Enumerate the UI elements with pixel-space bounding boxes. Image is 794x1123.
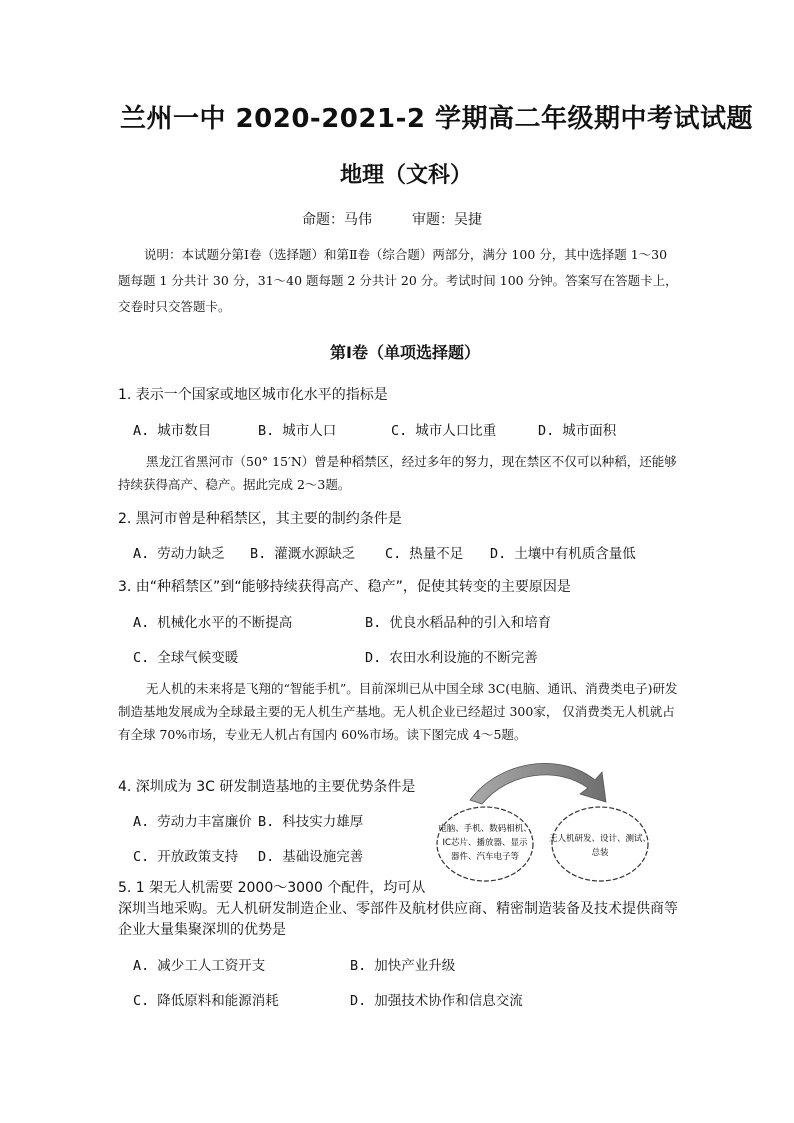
q2-option-c: C. 热量不足 <box>385 546 464 562</box>
question-2-stem: 2. 黑河市曾是种稻禁区，其主要的制约条件是 <box>118 511 402 527</box>
author-label: 命题：马伟 <box>302 212 372 228</box>
q5-stem-line-1: 5. 1 架无人机需要 2000～3000 个配件，均可从 <box>118 880 426 896</box>
q4-option-c: C. 开放政策支持 <box>133 849 239 865</box>
q2-option-b: B. 灌溉水源缺乏 <box>250 546 356 562</box>
q5-stem-rest: 深圳当地采购。无人机研发制造企业、零部件及航材供应商、精密制造装备及技术提供商等企业大量集聚深圳的优势是 <box>118 901 678 938</box>
q2-option-a: A. 劳动力缺乏 <box>133 546 225 562</box>
curved-arrow-icon <box>470 763 606 804</box>
q1-option-a: A. 城市数目 <box>133 423 212 439</box>
left-circle-line-1: 电脑、手机、数码相机、 <box>438 824 532 834</box>
exam-title: 兰州一中 2020-2021-2 学期高二年级期中考试试题 <box>120 104 754 134</box>
right-circle <box>552 807 648 881</box>
q5-option-b: B. 加快产业升级 <box>350 958 456 974</box>
q5-option-a: A. 减少工人工资开支 <box>133 958 266 974</box>
exam-subtitle: 地理（文科） <box>340 163 473 188</box>
q1-option-d: D. 城市面积 <box>538 423 617 439</box>
q3-option-b: B. 优良水稻品种的引入和培育 <box>365 615 552 631</box>
section-title: 第Ⅰ卷（单项选择题） <box>330 343 480 362</box>
question-1-stem: 1. 表示一个国家或地区城市化水平的指标是 <box>118 387 388 403</box>
instructions-paragraph: 说明：本试题分第Ⅰ卷（选择题）和第Ⅱ卷（综合题）两部分，满分 100 分，其中选择题 1～30 题每题 1 分共计 30 分，31～40 题每题 2 分共计 20 分。考试时间 100 分钟。答案写在答题卡上，交卷时只交答题卡。 <box>118 247 678 314</box>
q1-option-b: B. 城市人口 <box>258 423 337 439</box>
right-circle-line-2: 总装 <box>591 848 609 858</box>
reviewer-label: 审题：吴捷 <box>412 212 482 228</box>
author-line <box>302 209 482 229</box>
q3-option-c: C. 全球气候变暖 <box>133 650 239 666</box>
q1-option-c: C. 城市人口比重 <box>391 423 497 439</box>
industry-transfer-diagram <box>430 758 660 888</box>
q4-option-a: A. 劳动力丰富廉价 <box>133 814 252 830</box>
q4-option-d: D. 基础设施完善 <box>258 849 364 865</box>
question-5-stem <box>118 878 678 941</box>
reading-material-2: 无人机的未来将是飞翔的“智能手机”。目前深圳已从中国全球 3C(电脑、通讯、消费类电子)研发制造基地发展成为全球最主要的无人机生产基地。无人机企业已经超过 300家， 仅消费类无人机就占有全球 70%市场，专业无人机占有国内 60%市场。读下图完成 4～5题。 <box>118 681 678 742</box>
reading-material-1: 黑龙江省黑河市（50° 15′N）曾是种稻禁区，经过多年的努力，现在禁区不仅可以种稻，还能够持续获得高产、稳产。据此完成 2～3题。 <box>118 454 677 492</box>
left-circle-line-3: 器件、汽车电子等 <box>450 852 520 862</box>
q5-option-c: C. 降低原料和能源消耗 <box>133 993 279 1009</box>
q3-option-d: D. 农田水利设施的不断完善 <box>365 650 538 666</box>
q3-option-a: A. 机械化水平的不断提高 <box>133 615 293 631</box>
left-circle-line-2: IC芯片、播放器、显示 <box>442 838 528 848</box>
q4-option-b: B. 科技实力雄厚 <box>258 814 364 830</box>
right-circle-line-1: 无人机研发、设计、测试、 <box>548 834 652 844</box>
q2-option-d: D. 土壤中有机质含量低 <box>490 546 636 562</box>
q5-option-d: D. 加强技术协作和信息交流 <box>350 993 523 1009</box>
question-4-stem: 4. 深圳成为 3C 研发制造基地的主要优势条件是 <box>118 779 416 795</box>
question-3-stem: 3. 由“种稻禁区”到“能够持续获得高产、稳产”，促使其转变的主要原因是 <box>118 579 571 595</box>
